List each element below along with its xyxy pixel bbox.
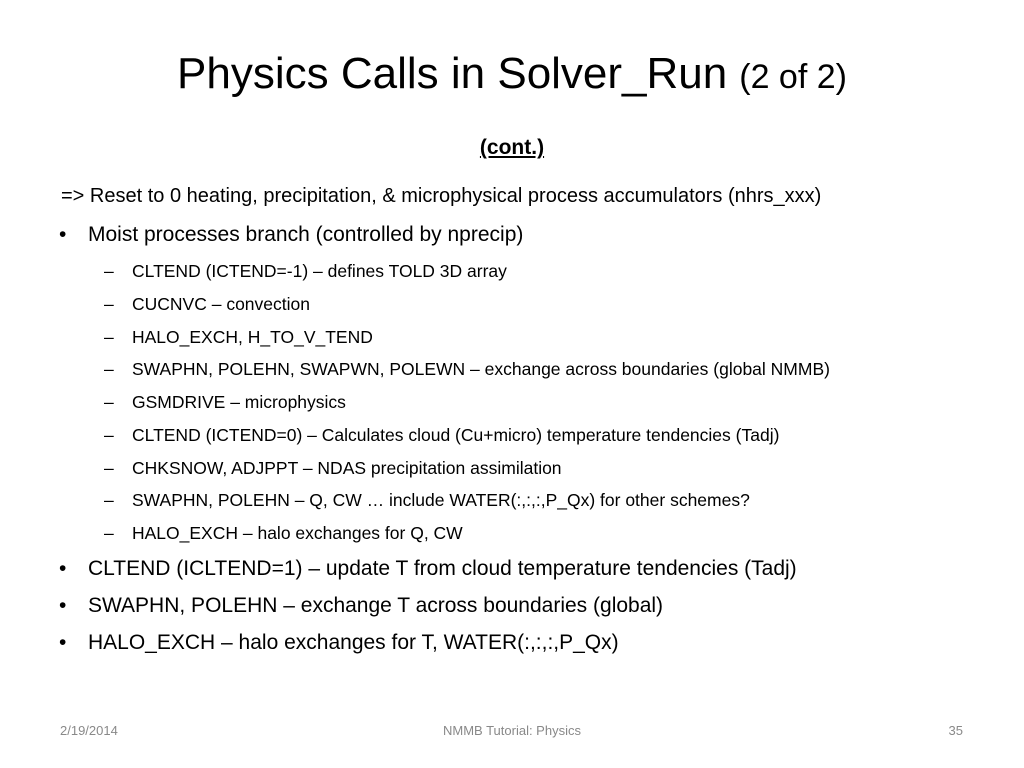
sub-item-text: CUCNVC – convection xyxy=(132,294,310,314)
sub-item-text: SWAPHN, POLEHN, SWAPWN, POLEWN – exchange across boundaries (global NMMB) xyxy=(132,359,830,379)
slide-title xyxy=(0,44,1024,107)
dash-marker: – xyxy=(104,490,114,510)
sub-item-text: GSMDRIVE – microphysics xyxy=(132,392,346,412)
dash-marker: – xyxy=(104,458,114,478)
dash-marker: – xyxy=(104,392,114,412)
bullet-swaphn-exchange xyxy=(59,592,663,620)
footer-page-number: 35 xyxy=(948,723,963,738)
dash-marker: – xyxy=(104,261,114,281)
sub-item-text: CLTEND (ICTEND=-1) – defines TOLD 3D array xyxy=(132,261,507,281)
dash-marker: – xyxy=(104,359,114,379)
footer-title: NMMB Tutorial: Physics xyxy=(443,723,581,738)
sub-item-halo-exch-q-cw xyxy=(104,521,463,545)
sub-item-swap-pole xyxy=(104,357,830,381)
slide-title-suffix: (2 of 2) xyxy=(739,58,847,96)
dash-marker: – xyxy=(104,425,114,445)
sub-item-cucnvc xyxy=(104,292,310,316)
sub-item-gsmdrive xyxy=(104,390,346,414)
dash-marker: – xyxy=(104,327,114,347)
dash-marker: – xyxy=(104,294,114,314)
sub-item-text: CHKSNOW, ADJPPT – NDAS precipitation assimilation xyxy=(132,458,562,478)
slide-subtitle: (cont.) xyxy=(479,136,545,159)
bullet-text: SWAPHN, POLEHN – exchange T across boundaries (global) xyxy=(88,594,664,617)
bullet-text: Moist processes branch (controlled by nprecip) xyxy=(88,223,524,246)
bullet-text: CLTEND (ICLTEND=1) – update T from cloud temperature tendencies (Tadj) xyxy=(88,557,797,580)
sub-item-swaphn-q-cw xyxy=(104,488,750,512)
sub-item-text: CLTEND (ICTEND=0) – Calculates cloud (Cu+micro) temperature tendencies (Tadj) xyxy=(132,425,780,445)
sub-item-text: HALO_EXCH – halo exchanges for Q, CW xyxy=(132,523,463,543)
sub-item-text: SWAPHN, POLEHN – Q, CW … include WATER(:,:,:,P_Qx) for other schemes? xyxy=(132,490,750,510)
bullet-moist-processes xyxy=(59,221,523,249)
bullet-marker: • xyxy=(59,223,67,246)
sub-item-text: HALO_EXCH, H_TO_V_TEND xyxy=(132,327,373,347)
bullet-cltend-update xyxy=(59,555,797,583)
bullet-text: HALO_EXCH – halo exchanges for T, WATER(:,:,:,P_Qx) xyxy=(88,631,619,654)
bullet-marker: • xyxy=(59,631,67,654)
sub-item-cltend-told xyxy=(104,259,507,283)
slide-title-main: Physics Calls in Solver_Run xyxy=(177,49,728,98)
bullet-marker: • xyxy=(59,557,67,580)
bullet-halo-exch-water xyxy=(59,629,619,657)
footer-date: 2/19/2014 xyxy=(60,723,118,738)
sub-item-halo-exch-tend xyxy=(104,325,373,349)
bullet-marker: • xyxy=(59,594,67,617)
sub-item-chksnow xyxy=(104,456,562,480)
intro-line: => Reset to 0 heating, precipitation, & microphysical process accumulators (nhrs_xxx) xyxy=(61,185,822,207)
dash-marker: – xyxy=(104,523,114,543)
sub-item-cltend-tadj xyxy=(104,423,779,447)
